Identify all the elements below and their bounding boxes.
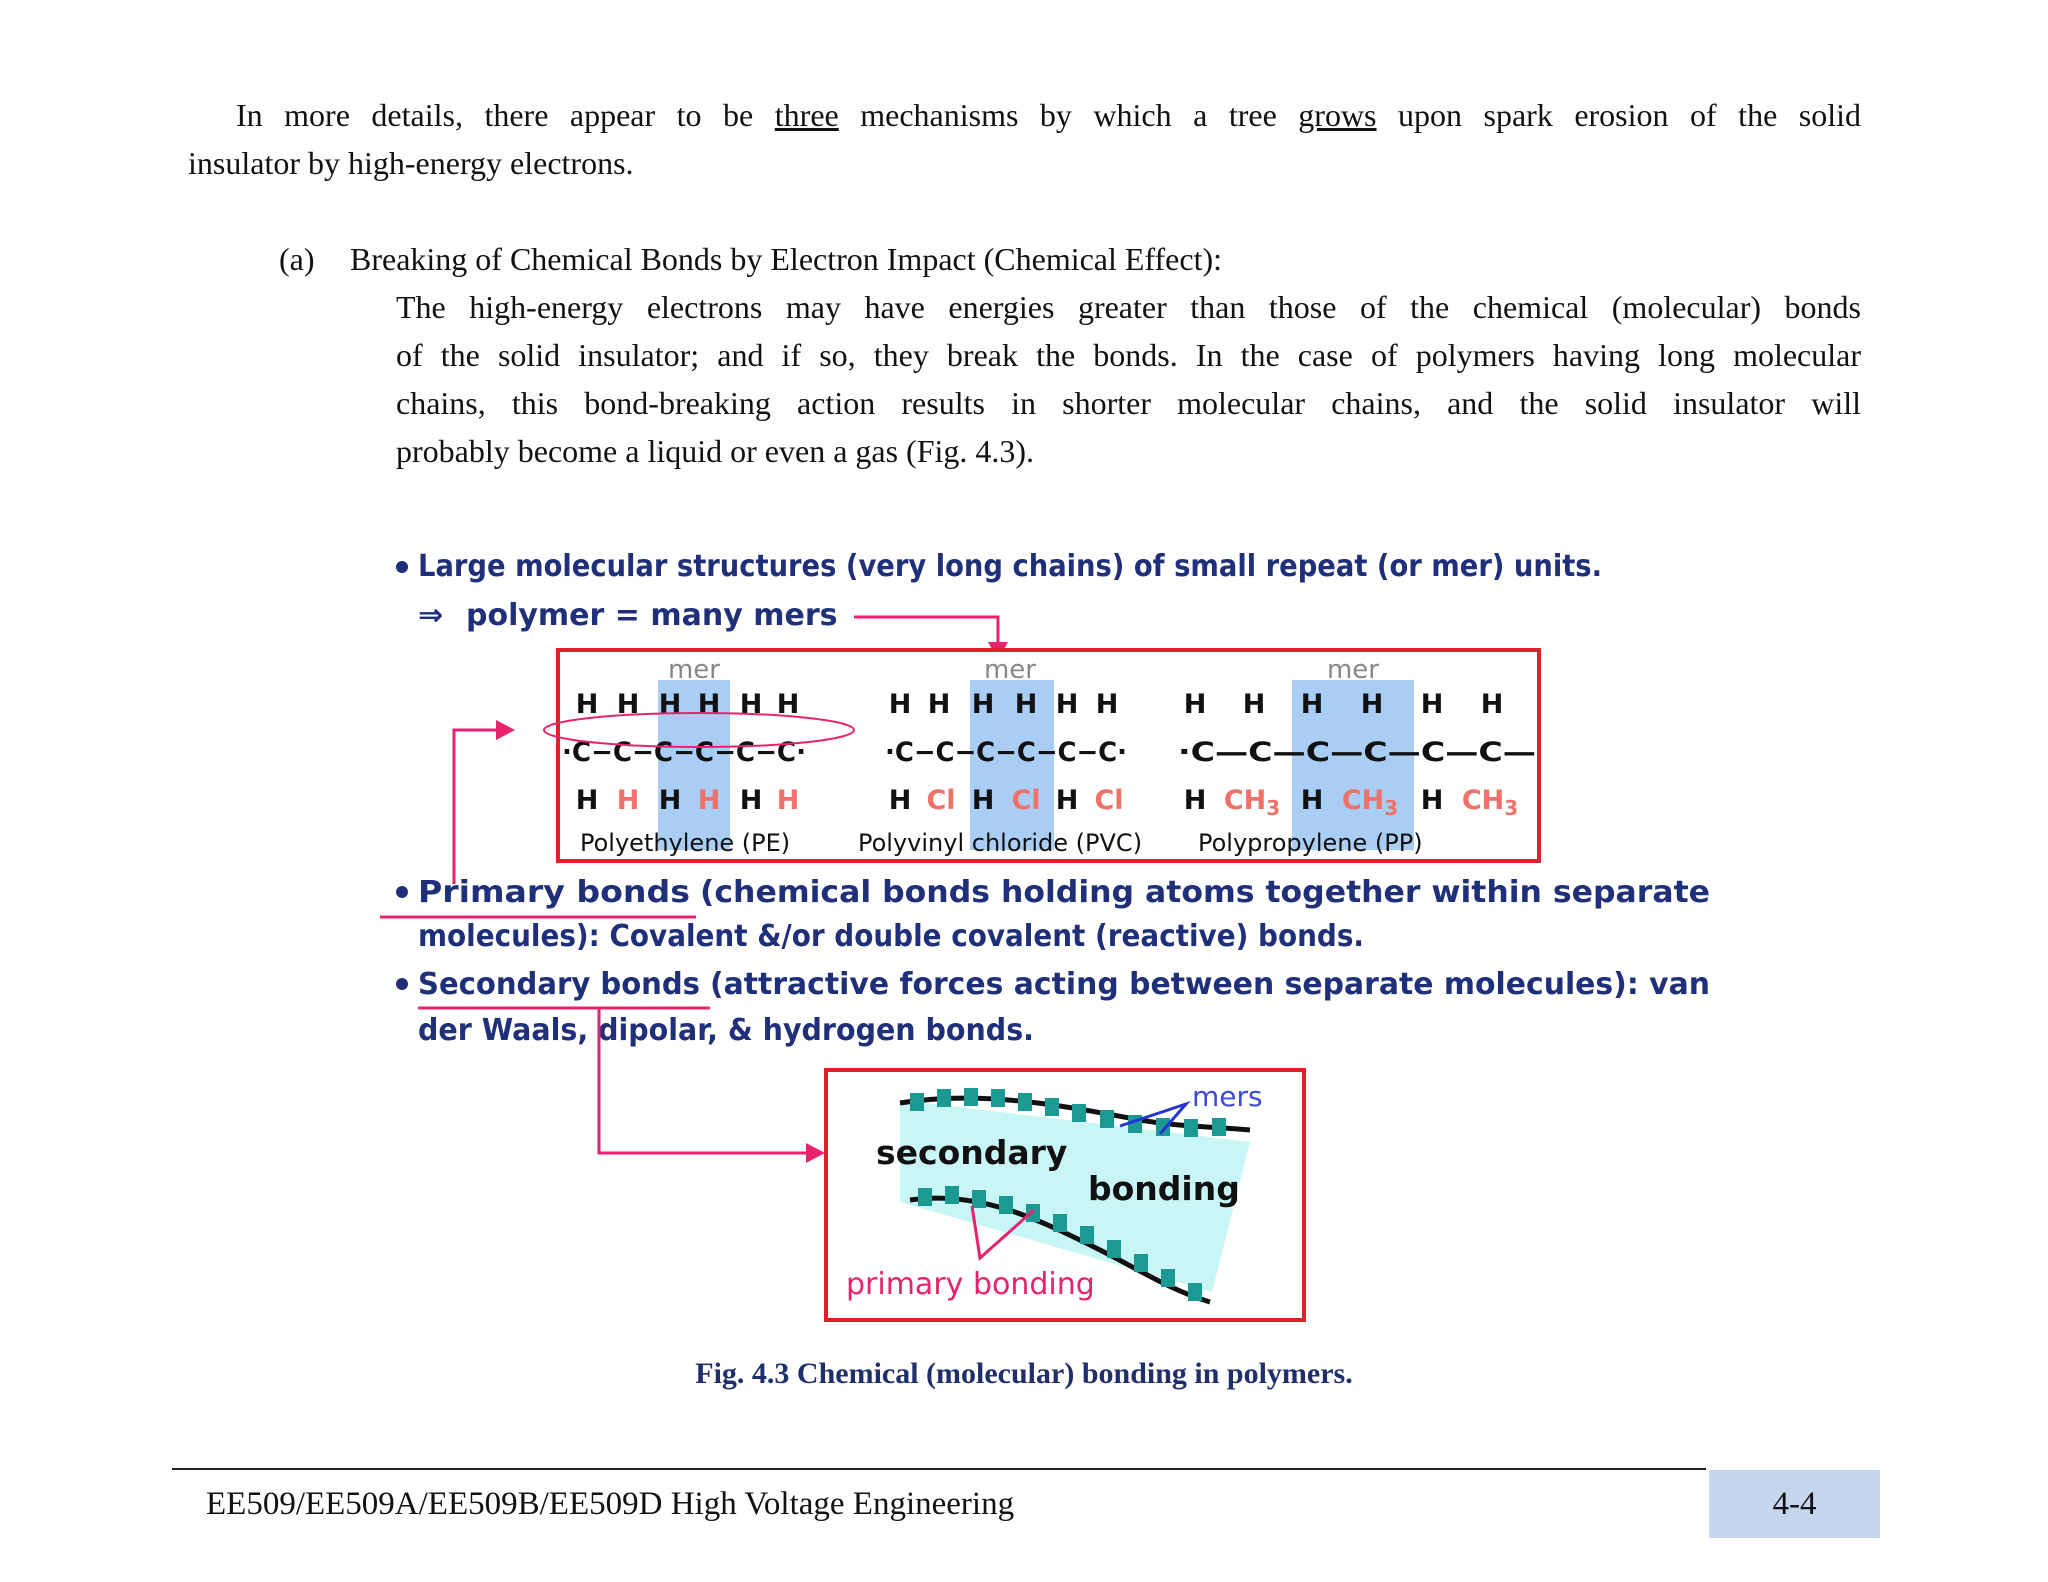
atom-h-highlight: H [616, 785, 640, 816]
mers-label: mers [1192, 1080, 1263, 1113]
atom-cl: Cl [1011, 785, 1041, 816]
primary-bonds-desc-1: (chemical bonds holding atoms together within separate [700, 875, 1710, 910]
mers-pointer-arrow [854, 617, 998, 645]
bullet-dot [396, 886, 408, 898]
ch3-subscript: 3 [1504, 796, 1519, 820]
mer-square [999, 1196, 1013, 1214]
secondary-bonds-desc-1: (attractive forces acting between separate molecules): van [710, 967, 1710, 1002]
primary-bond-arrowhead [496, 720, 515, 740]
mer-square [910, 1093, 924, 1111]
atom-h: H [1480, 689, 1504, 720]
mer-square [1188, 1283, 1202, 1301]
mer-square [945, 1186, 959, 1204]
atom-h: H [575, 689, 599, 720]
ch3-base: CH [1341, 785, 1385, 816]
intro-text-3: upon spark erosion of the solid [1376, 97, 1862, 133]
pvc-mer-label: mer [983, 655, 1037, 685]
footer-course: EE509/EE509A/EE509B/EE509D High Voltage Engineering [206, 1486, 1015, 1522]
bullet-large-molecular: Large molecular structures (very long chains) of small repeat (or mer) units. [418, 549, 1602, 584]
atom-h: H [888, 689, 912, 720]
mer-square [1107, 1240, 1121, 1258]
secondary-bonds-title: Secondary bonds [418, 967, 700, 1002]
atom-h: H [1300, 689, 1324, 720]
intro-underline-three: three [774, 97, 839, 133]
atom-h: H [739, 785, 763, 816]
polymer-many-mers: polymer = many mers [466, 598, 838, 633]
atom-h: H [927, 689, 951, 720]
pe-mer-label: mer [667, 655, 721, 685]
primary-bonding-label: primary bonding [846, 1267, 1095, 1302]
polymer-bonding-figure [380, 530, 1740, 1330]
atom-h: H [971, 785, 995, 816]
pp-mer-label: mer [1326, 655, 1380, 685]
mer-square [1018, 1093, 1032, 1111]
primary-bonds-desc-2: molecules): Covalent &/or double covalent (reactive) bonds. [418, 919, 1364, 954]
section-a-heading [279, 235, 1222, 283]
section-a-title: Breaking of Chemical Bonds by Electron Impact (Chemical Effect): [350, 241, 1223, 277]
primary-bonds-title: Primary bonds [418, 875, 690, 910]
secondary-bonds-desc-2: der Waals, dipolar, & hydrogen bonds. [418, 1013, 1034, 1048]
intro-line-2: insulator by high-energy electrons. [188, 145, 634, 181]
atom-cl: Cl [926, 785, 956, 816]
atom-h: H [776, 689, 800, 720]
atom-h: H [697, 689, 721, 720]
section-a-line-2: of the solid insulator; and if so, they break the bonds. In the case of polymers having long molecular [396, 337, 1861, 373]
atom-h-highlight: H [697, 785, 721, 816]
mer-square [1161, 1269, 1175, 1287]
primary-bond-pointer [454, 730, 500, 884]
secondary-label: secondary [876, 1133, 1068, 1172]
atom-h: H [1095, 689, 1119, 720]
mer-square [972, 1190, 986, 1208]
mer-square [1053, 1214, 1067, 1232]
pe-name: Polyethylene (PE) [580, 829, 791, 857]
section-a-label: (a) [279, 241, 315, 277]
mer-square [1184, 1119, 1198, 1137]
atom-h: H [739, 689, 763, 720]
ch3-base: CH [1223, 785, 1267, 816]
figure-caption: Fig. 4.3 Chemical (molecular) bonding in polymers. [695, 1357, 1353, 1390]
intro-text-2: mechanisms by which a tree [838, 97, 1299, 133]
implies-arrow-icon: ⇒ [418, 598, 444, 633]
atom-h: H [658, 785, 682, 816]
atom-h: H [1183, 689, 1207, 720]
ch3-subscript: 3 [1266, 796, 1281, 820]
secondary-bond-arrowhead [806, 1143, 825, 1163]
pp-name: Polypropylene (PP) [1198, 829, 1423, 857]
atom-h: H [1242, 689, 1266, 720]
atom-h: H [1055, 689, 1079, 720]
atom-h: H [1360, 689, 1384, 720]
atom-h-highlight: H [776, 785, 800, 816]
atom-h: H [575, 785, 599, 816]
atom-h: H [658, 689, 682, 720]
pe-carbon-chain: ·C−C−C−C−C−C· [562, 737, 806, 768]
mer-square [1100, 1110, 1114, 1128]
bullet-dot [396, 561, 408, 573]
section-a-line-3: chains, this bond-breaking action results in shorter molecular chains, and the solid insulator will [396, 385, 1861, 421]
intro-text-1: In more details, there appear to be [236, 97, 775, 133]
mer-square [991, 1089, 1005, 1107]
mer-square [964, 1088, 978, 1106]
atom-h: H [888, 785, 912, 816]
ch3-subscript: 3 [1384, 796, 1399, 820]
atom-h: H [971, 689, 995, 720]
mer-square [937, 1089, 951, 1107]
section-a-line-1: The high-energy electrons may have energies greater than those of the chemical (molecular) bonds [396, 289, 1861, 325]
mer-square [1072, 1104, 1086, 1122]
atom-h: H [1183, 785, 1207, 816]
pvc-name: Polyvinyl chloride (PVC) [858, 829, 1143, 857]
atom-cl: Cl [1094, 785, 1124, 816]
atom-h: H [1300, 785, 1324, 816]
mer-square [1080, 1226, 1094, 1244]
mer-square [1026, 1204, 1040, 1222]
mer-square [1134, 1254, 1148, 1272]
pvc-carbon-chain: ·C−C−C−C−C−C· [885, 737, 1127, 768]
atom-h: H [1055, 785, 1079, 816]
atom-h: H [616, 689, 640, 720]
pp-carbon-chain: ·C—C—C—C—C—C— [1178, 737, 1536, 768]
section-a-line-4: probably become a liquid or even a gas (Fig. 4.3). [396, 433, 1035, 469]
atom-h: H [1420, 689, 1444, 720]
footer-divider [172, 1468, 1706, 1470]
intro-line-1 [188, 91, 1861, 139]
bullet-dot [396, 978, 408, 990]
mer-square [1212, 1118, 1226, 1136]
bonding-label: bonding [1088, 1169, 1240, 1208]
atom-h: H [1014, 689, 1038, 720]
atom-h: H [1420, 785, 1444, 816]
mer-square [1045, 1098, 1059, 1116]
ch3-base: CH [1461, 785, 1505, 816]
mer-square [918, 1188, 932, 1206]
footer-page-number: 4-4 [1709, 1470, 1880, 1538]
pp-bottom-atoms [1184, 785, 1518, 820]
intro-underline-grows: grows [1298, 97, 1377, 133]
